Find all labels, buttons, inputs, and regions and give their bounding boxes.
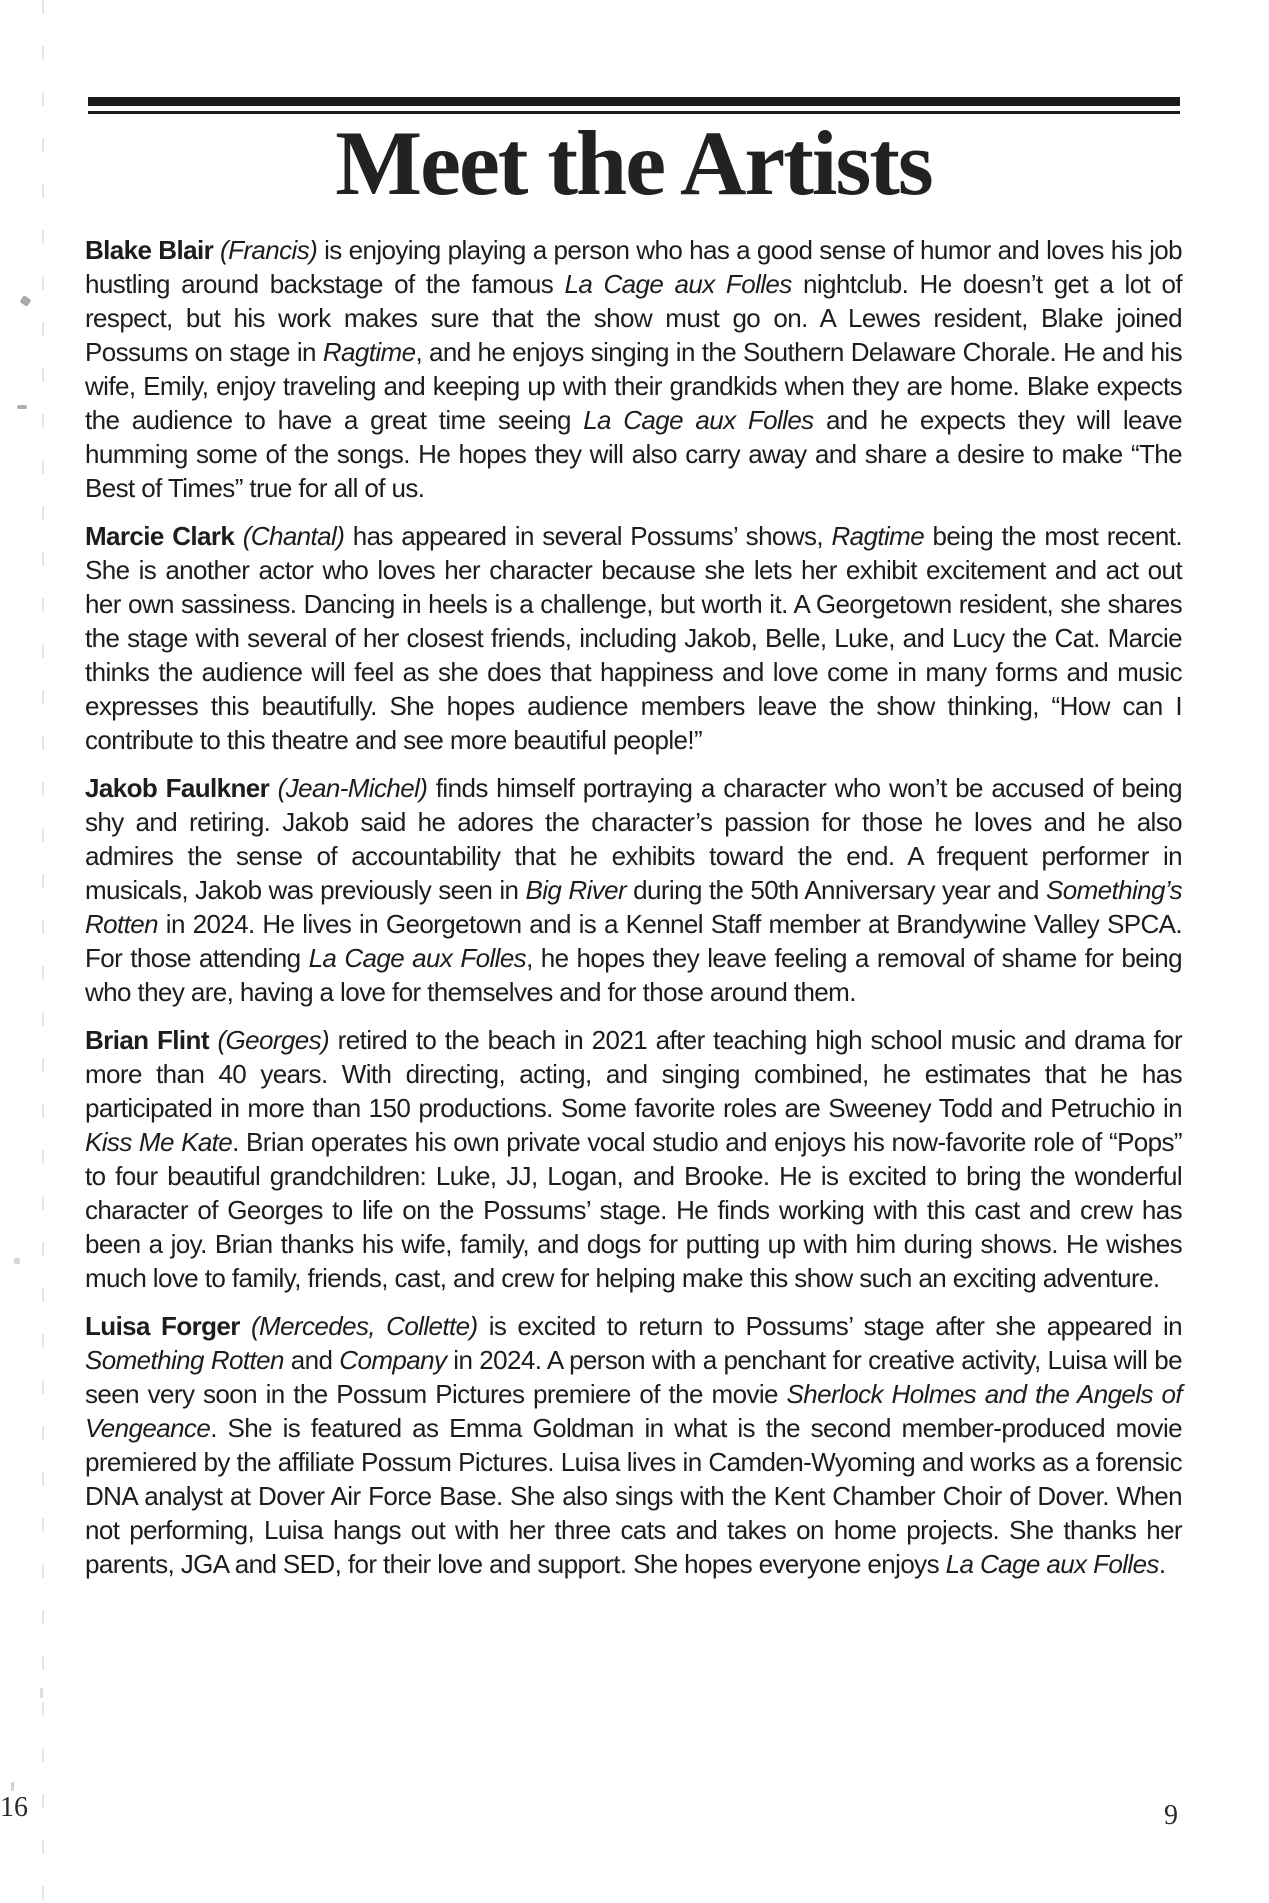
rule-thick [88,97,1180,106]
page-number-right: 9 [1164,1800,1178,1831]
page-title: Meet the Artists [335,112,932,214]
artist-role: (Jean-Michel) [277,773,428,803]
bio-paragraph-brian-flint [85,1023,1182,1295]
artist-name: Jakob Faulkner [85,773,270,803]
bio-text: is enjoying playing a person who has a good sense of humor and loves his job hustling around backstage of the famous La Cage aux Folles nightclub. He doesn’t get a lot of respect, but his work makes sure that the show must go on. A Lewes resident, Blake joined Possums on stage in Ragtime, and he enjoys singing in the Southern Delaware Chorale. He and his wife, Emily, enjoy traveling and keeping up with their grandkids when they are home. Blake expects the audience to have a great time seeing La Cage aux Folles and he expects they will leave humming some of the songs. He hopes they will also carry away and share a desire to make “The Best of Times” true for all of us. [85,235,1182,503]
scan-speck [14,1258,20,1264]
artist-name: Brian Flint [85,1025,209,1055]
artist-name: Marcie Clark [85,521,235,551]
bio-paragraph-blake-blair [85,233,1182,505]
page-number-left: 16 [0,1792,28,1823]
bios-section [85,233,1182,1595]
artist-role: (Chantal) [242,521,345,551]
artist-role: (Mercedes, Collette) [250,1311,478,1341]
bio-paragraph-luisa-forger [85,1309,1182,1581]
artist-name: Blake Blair [85,235,214,265]
bio-paragraph-jakob-faulkner [85,771,1182,1009]
scan-speck [17,405,27,409]
artist-role: (Francis) [220,235,318,265]
bio-paragraph-marcie-clark [85,519,1182,757]
bio-text: has appeared in several Possums’ shows, Ragtime being the most recent. She is another actor who loves her character because she lets her exhibit excitement and act out her own sassiness. Dancing in heels is a challenge, but worth it. A Georgetown resident, she shares the stage with several of her closest friends, including Jakob, Belle, Luke, and Lucy the Cat. Marcie thinks the audience will feel as she does that happiness and love come in many forms and music expresses this beautifully. She hopes audience members leave the show thinking, “How can I contribute to this theatre and see more beautiful people!” [85,521,1183,755]
bio-text: is excited to return to Possums’ stage after she appeared in Something Rotten and Company in 2024. A person with a penchant for creative activity, Luisa will be seen very soon in the Possum Pictures premiere of the movie Sherlock Holmes and the Angels of Vengeance. She is featured as Emma Goldman in what is the second member-produced movie premiered by the affiliate Possum Pictures. Luisa lives in Camden-Wyoming and works as a forensic DNA analyst at Dover Air Force Base. She also sings with the Kent Chamber Choir of Dover. When not performing, Luisa hangs out with her three cats and takes on home projects. She thanks her parents, JGA and SED, for their love and support. She hopes everyone enjoys La Cage aux Folles. [85,1311,1183,1579]
scan-speck [20,295,32,307]
scan-speck [40,1688,43,1698]
artist-name: Luisa Forger [85,1311,240,1341]
scan-speck [11,1782,14,1791]
scan-edge-artifact [42,0,44,1903]
bio-text: finds himself portraying a character who won’t be accused of being shy and retiring. Jakob said he adores the character’s passion for those he loves and he also admires the sense of accountability that he exhibits toward the end. A frequent performer in musicals, Jakob was previously seen in Big River during the 50th Anniversary year and Something’s Rotten in 2024. He lives in Georgetown and is a Kennel Staff member at Brandywine Valley SPCA. For those attending La Cage aux Folles, he hopes they leave feeling a removal of shame for being who they are, having a love for themselves and for those around them. [85,773,1183,1007]
artist-role: (Georges) [217,1025,330,1055]
bio-text: retired to the beach in 2021 after teaching high school music and drama for more than 40 years. With directing, acting, and singing combined, he estimates that he has participated in more than 150 productions. Some favorite roles are Sweeney Todd and Petruchio in Kiss Me Kate. Brian operates his own private vocal studio and enjoys his now-favorite role of “Pops” to four beautiful grandchildren: Luke, JJ, Logan, and Brooke. He is excited to bring the wonderful character of Georges to life on the Possums’ stage. He finds working with this cast and crew has been a joy. Brian thanks his wife, family, and dogs for putting up with him during shows. He wishes much love to family, friends, cast, and crew for helping make this show such an exciting adventure. [85,1025,1183,1293]
